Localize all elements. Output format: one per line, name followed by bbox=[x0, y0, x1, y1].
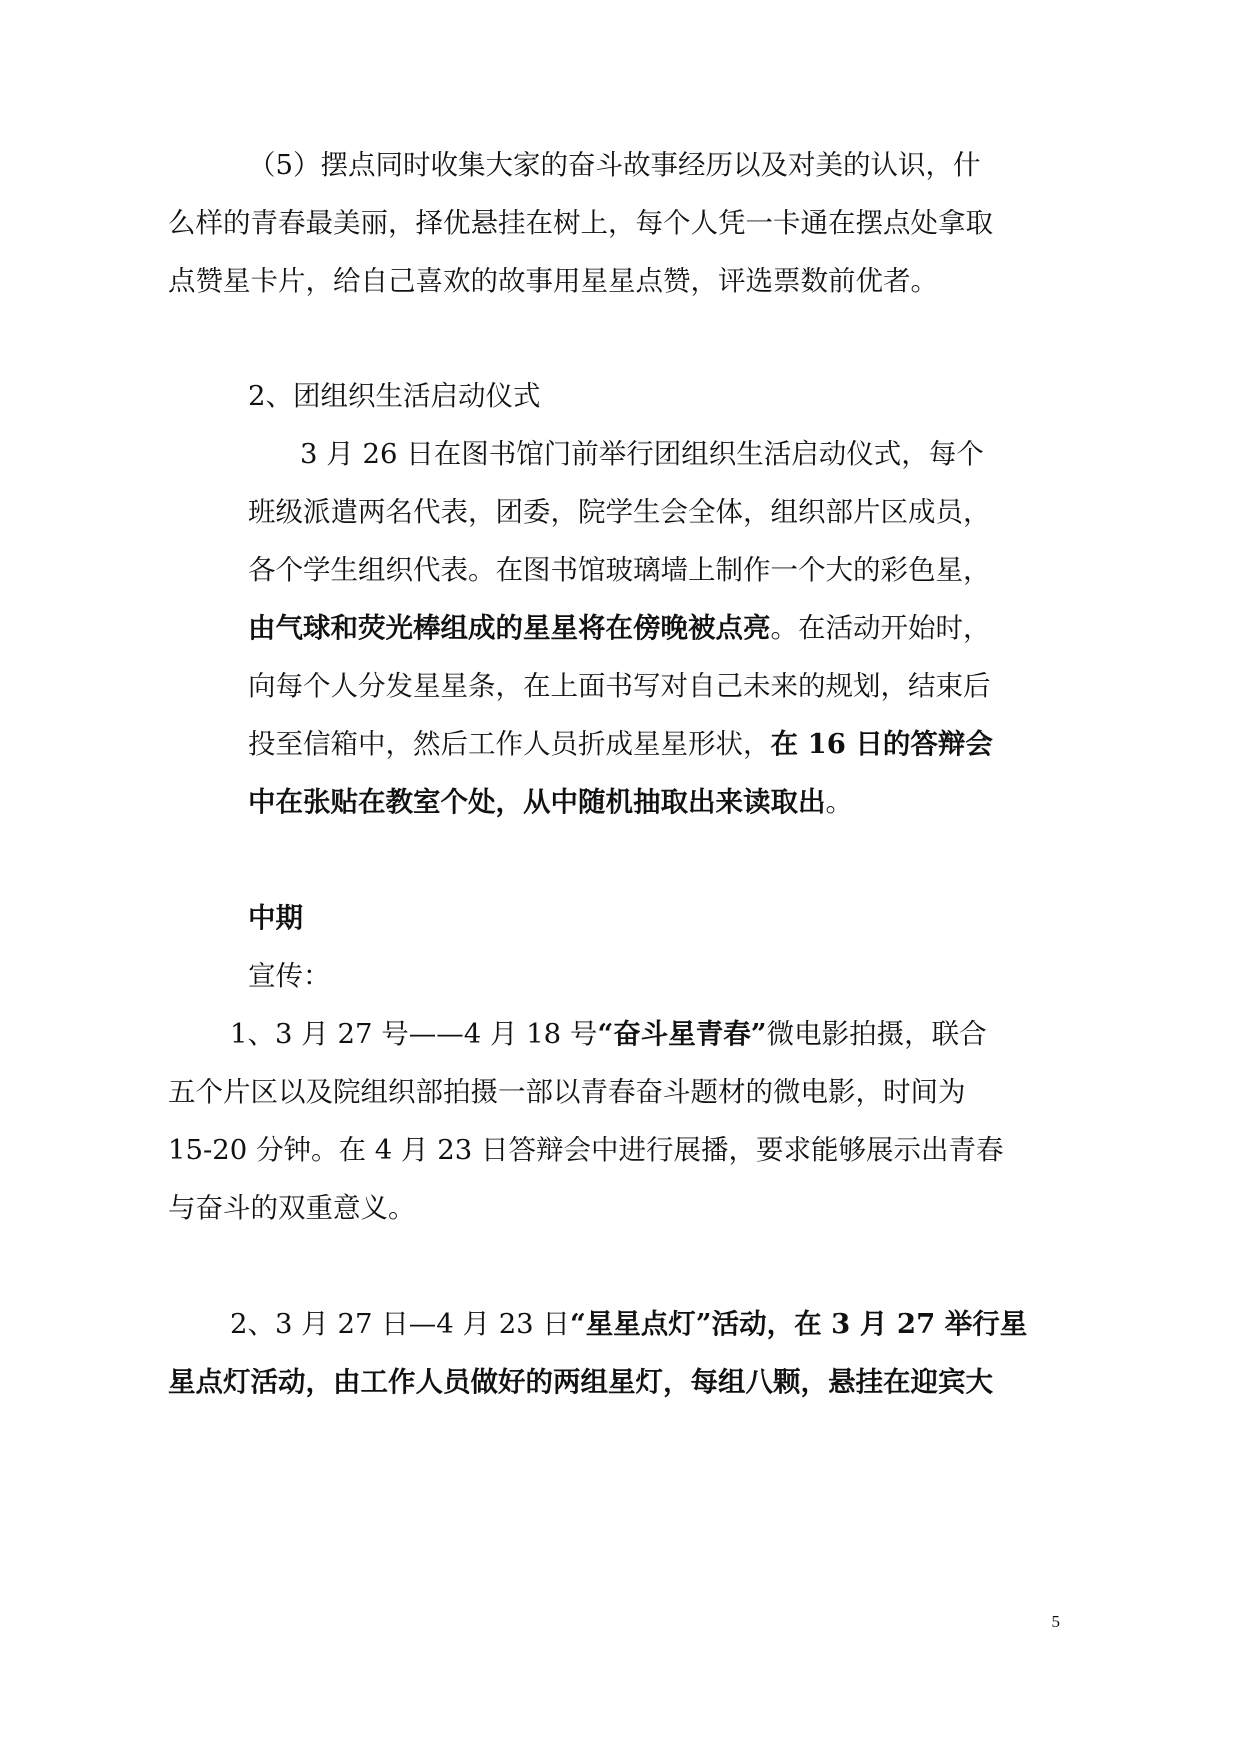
item1-line-4: 与奋斗的双重意义。 bbox=[168, 1192, 416, 1224]
item1-line-2: 五个片区以及院组织部拍摄一部以青春奋斗题材的微电影，时间为 bbox=[168, 1076, 966, 1108]
section2-line-4-bold: 由气球和荧光棒组成的星星将在傍晚被点亮 bbox=[248, 612, 771, 644]
section2-line-6-plain: 投至信箱中，然后工作人员折成星星形状， bbox=[248, 728, 771, 760]
section2-line-7-bold: 中在张贴在教室个处，从中随机抽取出来读取出 bbox=[248, 786, 826, 818]
para1-line-2: 么样的青春最美丽，择优悬挂在树上，每个人凭一卡通在摆点处拿取 bbox=[168, 207, 993, 239]
section2-heading: 2、团组织生活启动仪式 bbox=[248, 380, 541, 412]
para1-line-3: 点赞星卡片，给自己喜欢的故事用星星点赞，评选票数前优者。 bbox=[168, 265, 938, 297]
item1-line-1-b: 微电影拍摄，联合 bbox=[766, 1018, 987, 1050]
section2-line-6 bbox=[248, 724, 993, 764]
section2-line-1: 3 月 26 日在图书馆门前举行团组织生活启动仪式，每个 bbox=[300, 438, 984, 470]
item2-line-2: 星点灯活动，由工作人员做好的两组星灯，每组八颗，悬挂在迎宾大 bbox=[168, 1366, 993, 1398]
publicity-label: 宣传： bbox=[248, 960, 331, 992]
item2-line-1-bold: “星星点灯”活动，在 3 月 27 举行星 bbox=[569, 1308, 1028, 1340]
item2-line-1-a: 2、3 月 27 日—4 月 23 日 bbox=[230, 1308, 570, 1340]
item2-line-1 bbox=[230, 1304, 1027, 1344]
section2-line-5: 向每个人分发星星条，在上面书写对自己未来的规划，结束后 bbox=[248, 670, 991, 702]
section2-line-7-rest: 。 bbox=[825, 786, 853, 818]
page-number: 5 bbox=[1051, 1612, 1060, 1631]
section2-line-4-rest: 。在活动开始时， bbox=[770, 612, 991, 644]
midterm-heading: 中期 bbox=[248, 902, 303, 934]
section2-line-2: 班级派遣两名代表，团委，院学生会全体，组织部片区成员， bbox=[248, 496, 991, 528]
section2-line-4 bbox=[248, 608, 991, 648]
item1-line-1-bold: “奋斗星青春” bbox=[597, 1018, 767, 1050]
item1-line-1-a: 1、3 月 27 号——4 月 18 号 bbox=[230, 1018, 598, 1050]
item1-line-1 bbox=[230, 1014, 987, 1054]
item1-line-3: 15-20 分钟。在 4 月 23 日答辩会中进行展播，要求能够展示出青春 bbox=[168, 1134, 1004, 1166]
section2-line-7 bbox=[248, 782, 853, 822]
para1-line-1: （5）摆点同时收集大家的奋斗故事经历以及对美的认识，什 bbox=[248, 149, 981, 181]
section2-line-6-bold: 在 16 日的答辩会 bbox=[770, 728, 993, 760]
section2-line-3: 各个学生组织代表。在图书馆玻璃墙上制作一个大的彩色星， bbox=[248, 554, 991, 586]
